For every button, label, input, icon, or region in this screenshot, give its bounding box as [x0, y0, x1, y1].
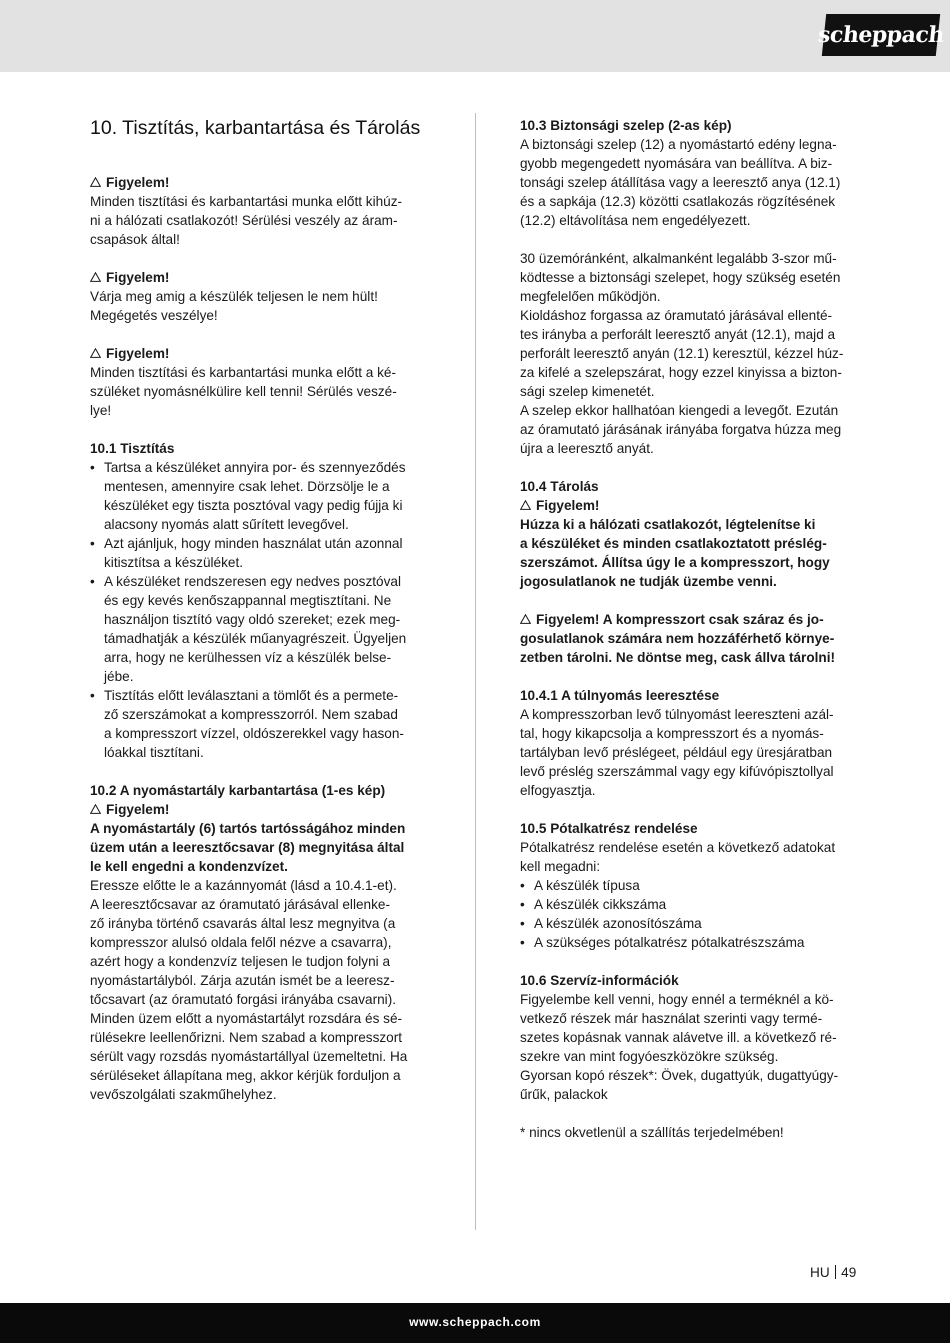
subsection-title: 10.3 Biztonsági szelep (2-as kép) — [520, 118, 732, 133]
section-10-3: 10.3 Biztonsági szelep (2-as kép) A biztonsági szelep (12) a nyomástartó edény legna- gyobb megengedett nyomására van beállítva. A biz- tonsági szelep átállítása vagy a leeresztő anya (12.1) és a sapkája (12.3) közötti csatlakozás rögzítésének (12.2) eltávolítása nem engedélyezett. 30 üzemóránként, alkalmanként legalább 3-szor mű- ködtesse a biztonsági szelepet, hogy szükség esetén megfelelően működjön. Kioldáshoz forgassa az óramutató járásával ellenté- tes irányba a perforált leeresztő anyát (12.1), majd a perforált leeresztő anyán (12.1) keresztül, kézzel húz- za kifelé a szelepszárat, hogy ezzel kinyissa a bizton- sági szelep kimenetét. A szelep ekkor hallhatóan kiengedi a levegőt. Ezután az óramutató járásának irányába forgatva húzza meg újra a leeresztő anyát. — [520, 116, 862, 458]
warning-1: Figyelem! Minden tisztítási és karbantartási munka előtt kihúz- ni a hálózati csatlakozót! Sérülési veszély az áram- csapások által! — [90, 175, 403, 247]
subsection-title: 10.6 Szervíz-információk — [520, 973, 679, 988]
list-item: • Azt ajánljuk, hogy minden használat után azonnal kitisztítsa a készüléket. — [90, 536, 403, 570]
subsection-title: 10.5 Pótalkatrész rendelése — [520, 821, 698, 836]
subsection-title: 10.2 A nyomástartály karbantartása (1-es kép) — [90, 783, 386, 798]
warning-triangle-icon — [90, 804, 101, 814]
warning-triangle-icon — [90, 272, 101, 282]
list-item: • Tartsa a készüléket annyira por- és szennyeződés mentesen, amennyire csak lehet. Dörzsölje le a készüléket egy tiszta posztóval vagy pedig fújja ki alacsony nyomás alatt sűrített levegővel. — [90, 460, 406, 532]
spare-parts-list — [520, 876, 862, 952]
left-column — [90, 116, 432, 1104]
warning-triangle-icon — [520, 614, 531, 624]
section-10-6: 10.6 Szervíz-információk Figyelembe kell venni, hogy ennél a terméknél a kö- vetkező részek már használat szerinti vagy termé- szetes kopásnak vannak alávetve ill. a következő ré- szekre van mint fogyóeszközökre szükség. Gyorsan kopó részek*: Övek, dugattyúk, dugattyúgy- űrűk, palackok * nincs okvetlenül a szállítás terjedelmében! — [520, 971, 862, 1142]
column-divider — [475, 113, 476, 1230]
scheppach-logo: scheppach — [822, 14, 940, 56]
right-column — [520, 116, 862, 1142]
list-item: • A szükséges pótalkatrész pótalkatrészszáma — [520, 935, 805, 950]
subsection-title: 10.1 Tisztítás — [90, 441, 175, 456]
section-title: 10. Tisztítás, karbantartása és Tárolás — [90, 117, 421, 139]
list-item: • Tisztítás előtt leválasztani a tömlőt és a permete- ző szerszámokat a kompresszorról. Nem szabad a kompresszort vízzel, oldószerekkel vagy hason- lóakkal tisztítani. — [90, 688, 404, 760]
section-10-1 — [90, 439, 432, 762]
list-item: • A készülék típusa — [520, 878, 640, 893]
section-10-2: 10.2 A nyomástartály karbantartása (1-es kép) Figyelem! A nyomástartály (6) tartós tartósságához minden üzem után a leeresztőcsavar (8) megnyitása által le kell engedni a kondenzvízet. Eressze előtte le a kazánnyomát (lásd a 10.4.1-et). A leeresztőcsavar az óramutató járásával ellenke- ző irányba történő csavarás által lesz megnyitva (a kompresszor alulsó oldala felől nézve a csavarra), azért hogy a kondenzvíz teljesen le tudjon folyni a nyomástartályból. Zárja azután ismét be a leeresz- tőcsavart (az óramutató forgási irányába csavarni). Minden üzem előtt a nyomástartályt rozsdára és sé- rülésekre leellenőrizni. Nem szabad a kompresszort sérült vagy rozsdás nyomástartállyal üzemeltetni. Ha sérüléseket állapítana meg, akkor kérjük forduljon a vevőszolgálati szakműhelyhez. — [90, 781, 432, 1104]
warning-triangle-icon — [520, 500, 531, 510]
list-item: • A készülék cikkszáma — [520, 897, 667, 912]
section-10-4: 10.4 Tárolás Figyelem! Húzza ki a hálózati csatlakozót, légtelenítse ki a készüléket és minden csatlakoztatott préslég- szerszámot. Állítsa úgy le a kompresszort, hogy jogosulatlanok ne tudják üzembe venni. Figyelem! A kompresszort csak száraz és jo- gosulatlanok számára nem hozzáférhető környe- zetben tárolni. Ne döntse meg, cask állva tárolni! — [520, 477, 862, 667]
warning-triangle-icon — [90, 177, 101, 187]
subsection-title: 10.4.1 A túlnyomás leeresztése — [520, 688, 720, 703]
top-banner — [0, 0, 950, 72]
page-number: HU 49 — [810, 1265, 857, 1280]
section-10-5: 10.5 Pótalkatrész rendelése Pótalkatrész rendelése esetén a következő adatokat kell megadni: • A készülék típusa • A készülék cikkszáma • A készülék azonosítószáma • A szükséges pótalkatrész pótalkatrészszáma — [520, 819, 862, 952]
warning-triangle-icon — [90, 348, 101, 358]
warning-3: Figyelem! Minden tisztítási és karbantartási munka előtt a ké- szüléket nyomásnélkülire kell tenni! Sérülés veszé- lye! — [90, 346, 397, 418]
list-item: • A készüléket rendszeresen egy nedves posztóval és egy kevés kenőszappannal megtisztítani. Ne használjon tisztító vagy oldó szereket; ezek meg- támadhatják a készülék műanyagrészeit. Ügyeljen arra, hogy ne kerülhessen víz a készülék belse- jébe. — [90, 574, 407, 684]
warning-2: Figyelem! Várja meg amig a készülék teljesen le nem hült! Megégetés veszélye! — [90, 270, 378, 323]
footnote: * nincs okvetlenül a szállítás terjedelmében! — [520, 1125, 784, 1140]
cleaning-list — [90, 458, 432, 762]
subsection-title: 10.4 Tárolás — [520, 479, 599, 494]
list-item: • A készülék azonosítószáma — [520, 916, 702, 931]
footer-bar — [0, 1303, 950, 1343]
section-10-4-1: 10.4.1 A túlnyomás leeresztése A kompresszorban levő túlnyomást leereszteni azál- tal, hogy kikapcsolja a kompresszort és a nyomás- tartályban levő préslégeet, például egy üresjáratban levő préslég szerszámmal vagy egy kifúvópisztollyal elfogyasztja. — [520, 686, 862, 800]
footer-url[interactable]: www.scheppach.com — [409, 1315, 541, 1329]
